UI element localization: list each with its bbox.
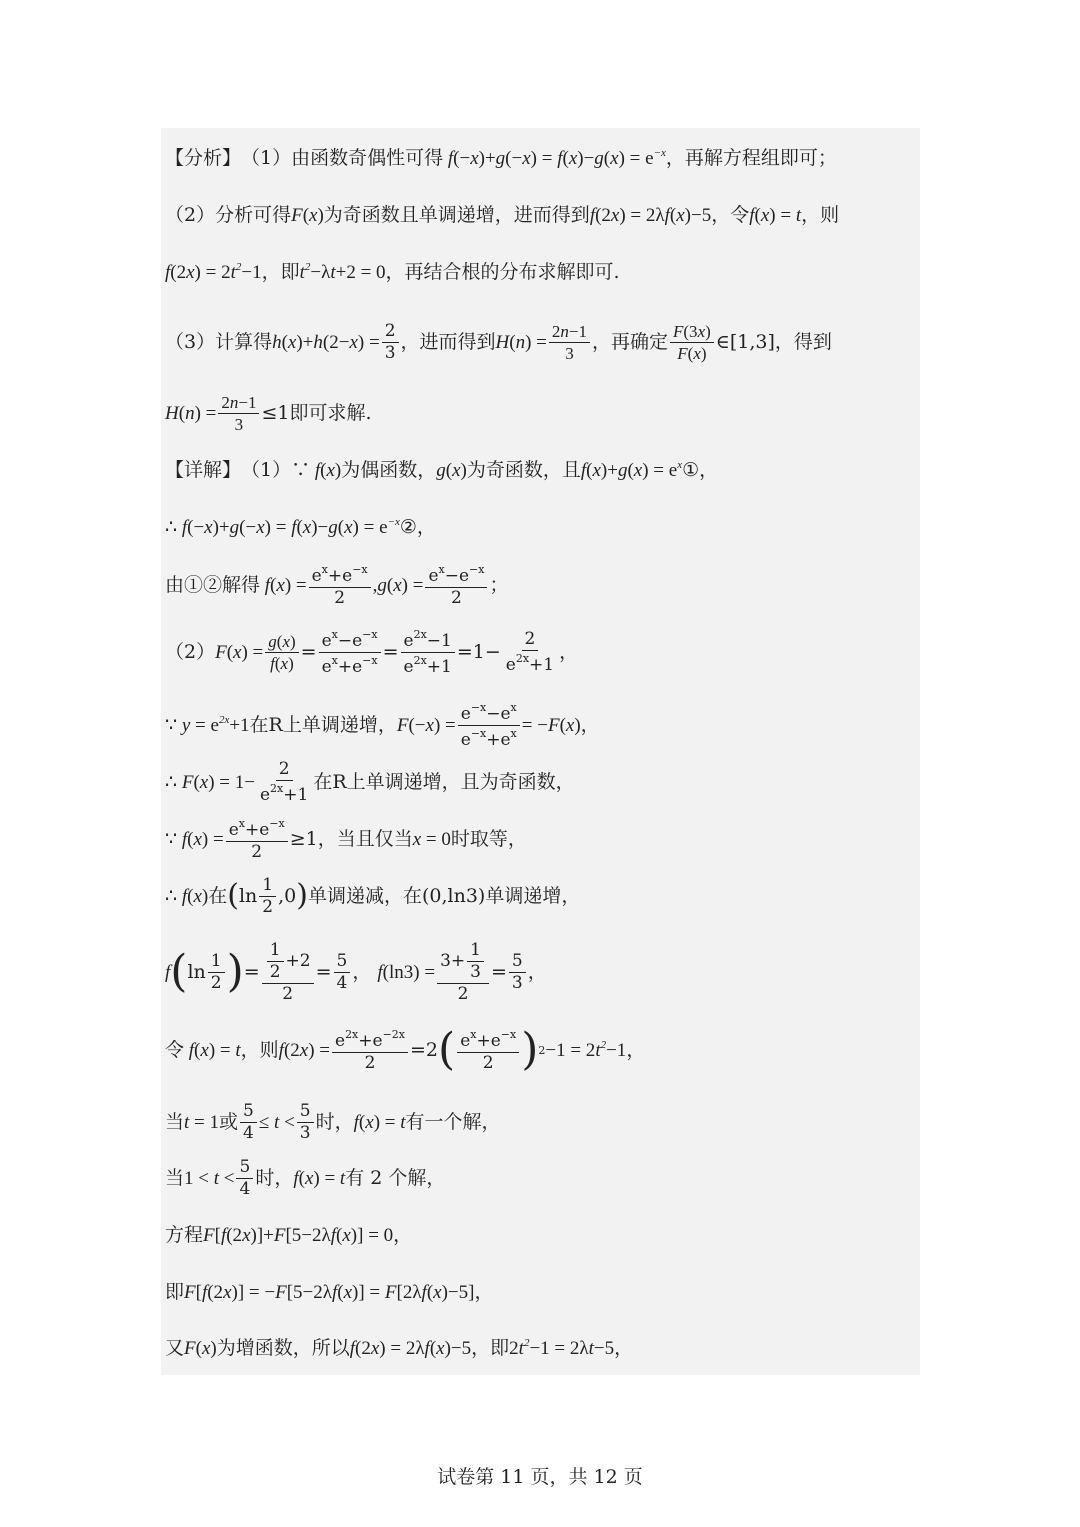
detail-line-11: 当 t = 1 或 $\frac{5}{4}$ ≤ t < $\frac{5}{3}$ 时， f(x) = t 有一个解， bbox=[165, 1100, 501, 1143]
analysis-line-4: （3）计算得 h(x)+h(2−x) = $\frac{2}{3}$ ，进而得到 H(n) = $\frac{2n-1}{3}$ ，再确定 $\frac{F(3x)}{F(x)}$ ∈[1,3] ，得到 bbox=[165, 320, 832, 363]
detail-line-12: 当 1 < t < $\frac{5}{4}$ 时， f(x) = t 有 2 个解， bbox=[165, 1156, 446, 1199]
analysis-line-3: $f(2x) = 2t^2-1$ ，即 $t^2-\lambda t+2 = 0$ ，再结合根的分布求解即可. bbox=[165, 260, 620, 283]
detail-line-2: ∴ $f(-x)+g(-x) = f(x)-g(x) = e^{-x}$ ②， bbox=[165, 515, 436, 538]
detail-line-4: （2） F(x) = $\frac{g(x)}{f(x)}$ = $\frac{e^x-e^{-x}}{e^x+e^{-x}}$ = $\frac{e^{2x}-1}{e^{2x}+1}$ =1− $\frac{2}{e^{2x}+1}$ ， bbox=[165, 627, 579, 677]
analysis-title: 【分析】 bbox=[165, 146, 242, 169]
detail-title: 【详解】 bbox=[165, 458, 242, 481]
detail-line-15: 又 F(x) 为增函数，所以 f(2x) = 2λf(x)−5 ，即 $2t^2-1 = 2\lambda t-5$ ， bbox=[165, 1336, 634, 1359]
detail-line-6: ∴ F(x) = 1− $\frac{2}{e^{2x}+1}$ 在R上单调递增，且为奇函数， bbox=[165, 758, 575, 805]
page-footer: 试卷第 11 页，共 12 页 bbox=[437, 1466, 643, 1488]
analysis-line-5: H(n) = $\frac{2n-1}{3}$ ≤1 即可求解. bbox=[165, 392, 372, 434]
detail-line-14: 即 F[f(2x)] = −F[5−2λf(x)] = F[2λf(x)−5] ， bbox=[165, 1280, 494, 1303]
detail-line-13: 方程 F[f(2x)]+F[5−2λf(x)] = 0 ， bbox=[165, 1223, 413, 1246]
detail-line-5: ∵ $y = e^{2x}+1$ 在R上单调递增， F(−x) = $\frac{e^{-x}-e^x}{e^{-x}+e^x}$ = −F(x) ， bbox=[165, 700, 600, 750]
detail-line-3: 由①②解得 f(x) = $\frac{e^x+e^{-x}}{2}$ ,g(x) = $\frac{e^x-e^{-x}}{2}$ ； bbox=[165, 562, 509, 608]
equation: $f(-x)+g(-x) = f(x)-g(x) = e^{-x}$ bbox=[443, 147, 666, 169]
analysis-line-1: 【分析】 （1）由函数奇偶性可得 $f(-x)+g(-x) = f(x)-g(x) = e^{-x}$ ，再解方程组即可； bbox=[165, 146, 837, 169]
detail-line-8: ∴ f(x) 在 ( ln $\frac{1}{2}$ ,0 ) 单调递减，在 (0,ln3) 单调递增， bbox=[165, 874, 581, 917]
detail-line-7: ∵ f(x) = $\frac{e^x+e^{-x}}{2}$ ≥1 ，当且仅当 x = 0 时取等， bbox=[165, 816, 527, 862]
detail-line-1: 【详解】 （1）∵ f(x) 为偶函数， g(x) 为奇函数，且 $f(x)+g(x) = e^x$ ①， bbox=[165, 458, 719, 481]
detail-line-10: 令 f(x) = t ，则 f(2x) = $\frac{e^{2x}+e^{-2x}}{2}$ =2 ( $\frac{e^x+e^{-x}}{2}$ ) 2 $-1 = 2t^2-1$ ， bbox=[165, 1024, 646, 1075]
analysis-line-2: （2）分析可得 F(x) 为奇函数且单调递增，进而得到 f(2x) = 2λf(x)−5 ，令 f(x) = t ，则 bbox=[165, 203, 840, 226]
detail-line-9: f ( ln $\frac{1}{2}$ ) = $\frac{1}{2}$ +2 2 = $\frac{5}{4}$ ， f(ln3) = 3+ $\frac{1}{3}$ 2 = $\frac{5}{3}$ ， bbox=[165, 939, 547, 1004]
